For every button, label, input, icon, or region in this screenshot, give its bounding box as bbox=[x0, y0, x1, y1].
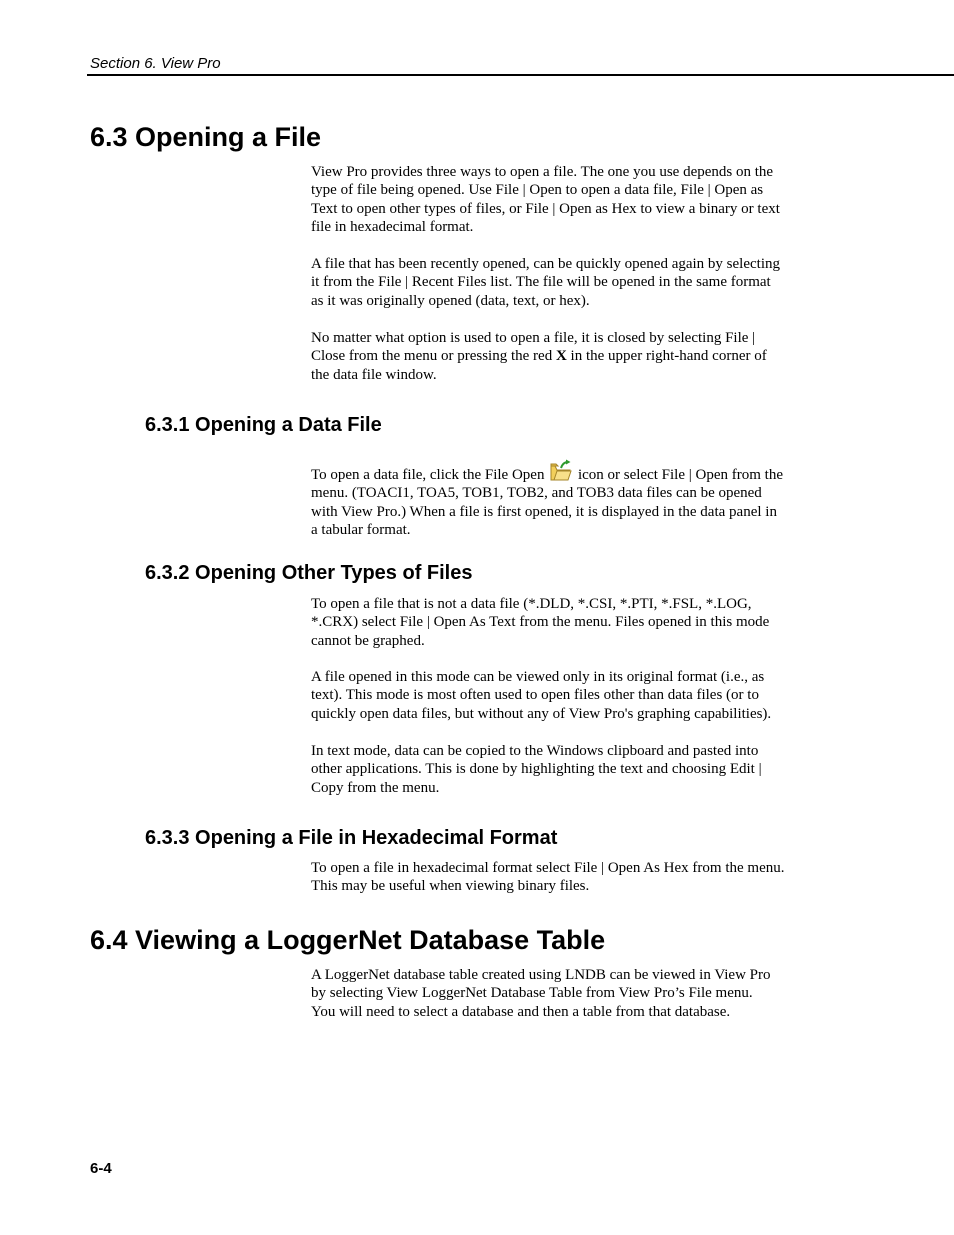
text-line: other applications. This is done by highlighting the text and choosing Edit | bbox=[311, 761, 762, 778]
text-line: A file that has been recently opened, can be quickly opened again by selecting bbox=[311, 256, 780, 272]
text-line: it from the File | Recent Files list. The file will be opened in the same format bbox=[311, 274, 771, 291]
text-line: cannot be graphed. bbox=[311, 632, 425, 649]
text-line: Copy from the menu. bbox=[311, 779, 440, 796]
close-x-label: X bbox=[555, 348, 567, 365]
folder-open-icon bbox=[549, 459, 573, 483]
text-line: a tabular format. bbox=[311, 522, 411, 539]
header-rule bbox=[87, 74, 954, 76]
heading-6-3-1: 6.3.1 Opening a Data File bbox=[145, 414, 382, 436]
text-segment: icon or select File | Open from the bbox=[574, 467, 783, 483]
text-line: text). This mode is most often used to open files other than data files (or to bbox=[311, 687, 759, 704]
text-line: quickly open data files, but without any of View Pro's graphing capabilities). bbox=[311, 705, 772, 722]
text-line: as it was originally opened (data, text, or hex). bbox=[311, 292, 590, 309]
heading-6-3-2: 6.3.2 Opening Other Types of Files bbox=[145, 562, 473, 584]
text-line bbox=[311, 347, 811, 365]
text-line: To open a file in hexadecimal format select File | Open As Hex from the menu. bbox=[311, 860, 785, 876]
text-line: View Pro provides three ways to open a file. The one you use depends on the bbox=[311, 164, 774, 180]
text-line: This may be useful when viewing binary files. bbox=[311, 878, 590, 895]
text-line: Text to open other types of files, or File | Open as Hex to view a binary or text bbox=[311, 200, 780, 217]
paragraph-6-3-1-1 bbox=[311, 459, 811, 540]
paragraph-6-3-2 bbox=[311, 255, 811, 310]
text-line: the data file window. bbox=[311, 366, 437, 383]
paragraph-6-3-3-1 bbox=[311, 859, 811, 896]
text-segment: in the upper right-hand corner of bbox=[566, 348, 767, 365]
text-line: *.CRX) select File | Open As Text from the menu. Files opened in this mode bbox=[311, 614, 770, 631]
running-header: Section 6. View Pro bbox=[90, 55, 221, 72]
text-line: type of file being opened. Use File | Open to open a data file, File | Open as bbox=[311, 182, 764, 199]
text-line: You will need to select a database and then a table from that database. bbox=[311, 1003, 731, 1020]
text-line: file in hexadecimal format. bbox=[311, 219, 474, 236]
text-line: by selecting View LoggerNet Database Table from View Pro’s File menu. bbox=[311, 985, 753, 1002]
paragraph-6-3-1 bbox=[311, 163, 811, 237]
paragraph-6-3-2-3 bbox=[311, 742, 811, 797]
page-number: 6-4 bbox=[90, 1160, 112, 1177]
text-line bbox=[311, 459, 811, 484]
text-line: In text mode, data can be copied to the Windows clipboard and pasted into bbox=[311, 743, 759, 759]
heading-6-4: 6.4 Viewing a LoggerNet Database Table bbox=[90, 925, 606, 955]
text-segment: To open a data file, click the File Open bbox=[311, 467, 549, 483]
text-line: A LoggerNet database table created using LNDB can be viewed in View Pro bbox=[311, 967, 771, 983]
text-line: To open a file that is not a data file (*.DLD, *.CSI, *.PTI, *.FSL, *.LOG, bbox=[311, 596, 752, 612]
text-line: No matter what option is used to open a file, it is closed by selecting File | bbox=[311, 330, 756, 346]
heading-6-3-3: 6.3.3 Opening a File in Hexadecimal Format bbox=[145, 827, 558, 849]
text-line: menu. (TOACI1, TOA5, TOB1, TOB2, and TOB3 data files can be opened bbox=[311, 485, 762, 502]
paragraph-6-3-3 bbox=[311, 329, 811, 384]
paragraph-6-3-2-2 bbox=[311, 668, 811, 723]
paragraph-6-3-2-1 bbox=[311, 595, 811, 650]
text-line: with View Pro.) When a file is first opened, it is displayed in the data panel in bbox=[311, 503, 777, 520]
text-line: A file opened in this mode can be viewed only in its original format (i.e., as bbox=[311, 669, 765, 685]
text-segment: Close from the menu or pressing the red bbox=[311, 348, 556, 365]
heading-6-3: 6.3 Opening a File bbox=[90, 122, 322, 152]
paragraph-6-4-1 bbox=[311, 966, 811, 1021]
